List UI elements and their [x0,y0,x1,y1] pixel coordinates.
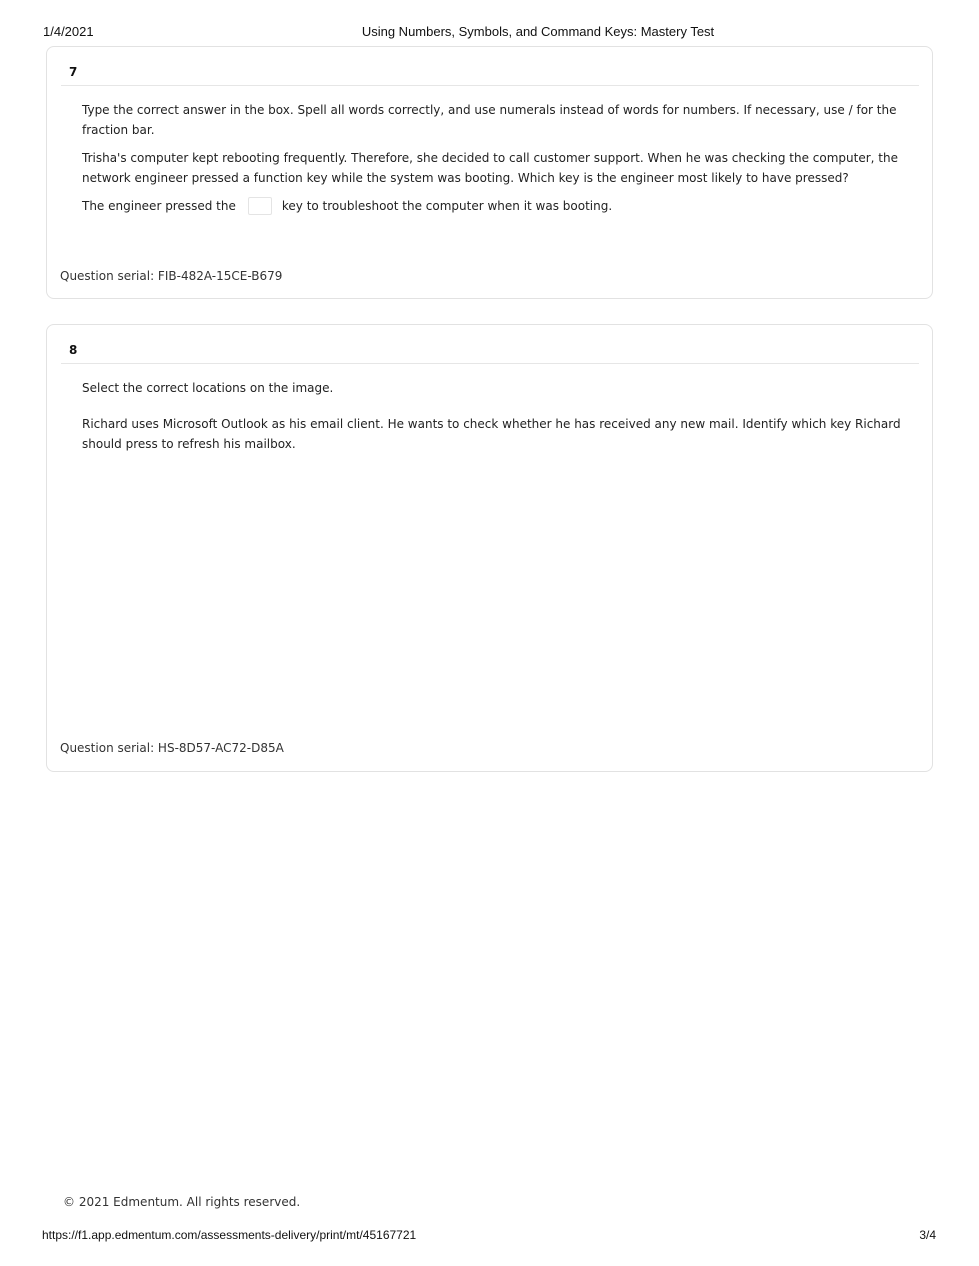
print-date: 1/4/2021 [43,24,94,39]
answer-input[interactable] [248,197,272,215]
fill-text-after: key to troubleshoot the computer when it was booting. [281,199,613,213]
print-footer [0,1227,979,1247]
fill-in-sentence [82,196,910,216]
fill-text-before: The engineer pressed the [82,199,236,213]
question-body [82,100,910,216]
question-instructions: Select the correct locations on the image. [82,381,334,395]
print-header [0,22,979,42]
question-card-8 [46,324,933,772]
question-number: 8 [69,343,78,357]
question-prompt: Richard uses Microsoft Outlook as his email client. He wants to check whether he has received any new mail. Identify which key Richard should press to refresh his mailbox. [82,417,901,451]
question-body [82,378,910,462]
question-serial: Question serial: HS-8D57-AC72-D85A [60,741,284,755]
print-url: https://f1.app.edmentum.com/assessments-delivery/print/mt/45167721 [42,1228,417,1242]
question-serial: Question serial: FIB-482A-15CE-B679 [60,269,283,283]
divider [61,85,919,86]
question-instructions: Type the correct answer in the box. Spell all words correctly, and use numerals instead of words for numbers. If necessary, use / for the fraction bar. [82,103,897,137]
copyright: © 2021 Edmentum. All rights reserved. [63,1195,301,1209]
divider [61,363,919,364]
hotspot-image-area[interactable] [82,457,910,727]
question-number: 7 [69,65,78,79]
page-number: 3/4 [919,1228,936,1242]
question-card-7 [46,46,933,299]
question-prompt: Trisha's computer kept rebooting frequently. Therefore, she decided to call customer support. When he was checking the computer, the network engineer pressed a function key while the system was booting. Which key is the engineer most likely to have pressed? [82,151,898,185]
print-title: Using Numbers, Symbols, and Command Keys: Mastery Test [361,24,715,39]
